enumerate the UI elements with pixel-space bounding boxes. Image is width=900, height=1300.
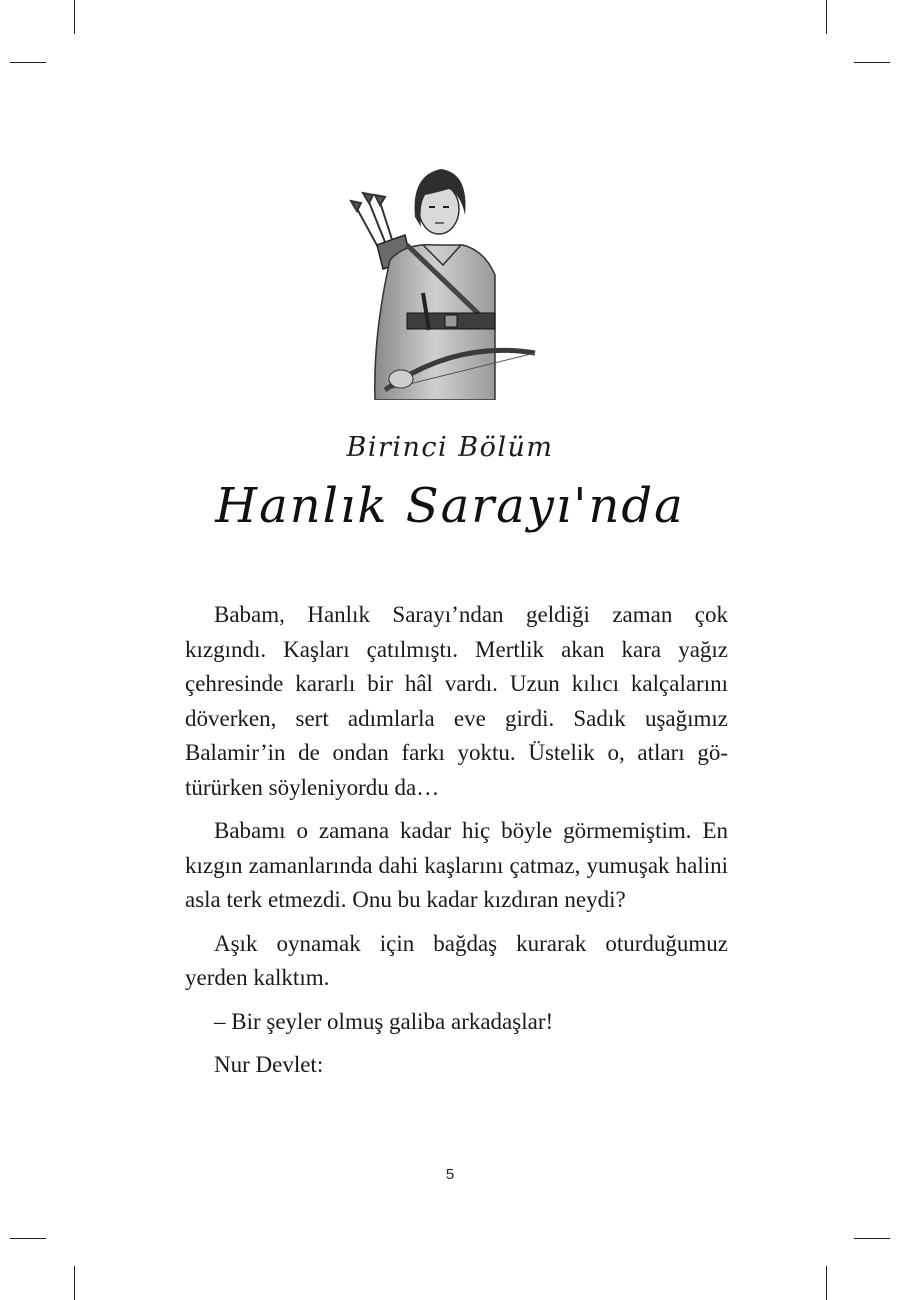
chapter-title: Hanlık Sarayı'nda (215, 478, 685, 534)
paragraph: Babamı o zamana kadar hiç böyle görmemiştim. En kızgın zamanlarında dahi kaşlarını çatmaz, yumuşak halini asla terk etmezdi. Onu bu kadar kızdıran neydi? (185, 818, 728, 912)
chapter-label: Birinci Bölüm (346, 432, 554, 463)
archer-illustration (345, 165, 545, 400)
crop-mark (854, 62, 890, 63)
crop-mark (10, 62, 46, 63)
crop-mark (74, 1266, 75, 1300)
paragraph: Aşık oynamak için bağdaş kurarak oturduğumuz yerden kalktım. (185, 930, 728, 990)
page-number: 5 (445, 1166, 455, 1183)
crop-mark (854, 1238, 890, 1239)
crop-mark (826, 1266, 827, 1300)
crop-mark (826, 0, 827, 34)
paragraph: – Bir şeyler olmuş galiba arkadaşlar! (214, 1008, 554, 1034)
crop-mark (74, 0, 75, 34)
paragraph: Nur Devlet: (214, 1052, 324, 1077)
paragraph: Babam, Hanlık Sarayı’ndan geldiği zaman çok kızgındı. Kaşları çatılmıştı. Mertlik akan kara yağız çehresinde kararlı bir hâl vardı. Uzun kılıcı kalçalarını döverken, sert adımlarla eve girdi. Sadık uşağımız Balamir’in de ondan farkı yoktu. Üstelik o, atları götürürken söyleniyordu da… (185, 602, 728, 800)
crop-mark (10, 1238, 46, 1239)
chapter-body (185, 598, 728, 1092)
